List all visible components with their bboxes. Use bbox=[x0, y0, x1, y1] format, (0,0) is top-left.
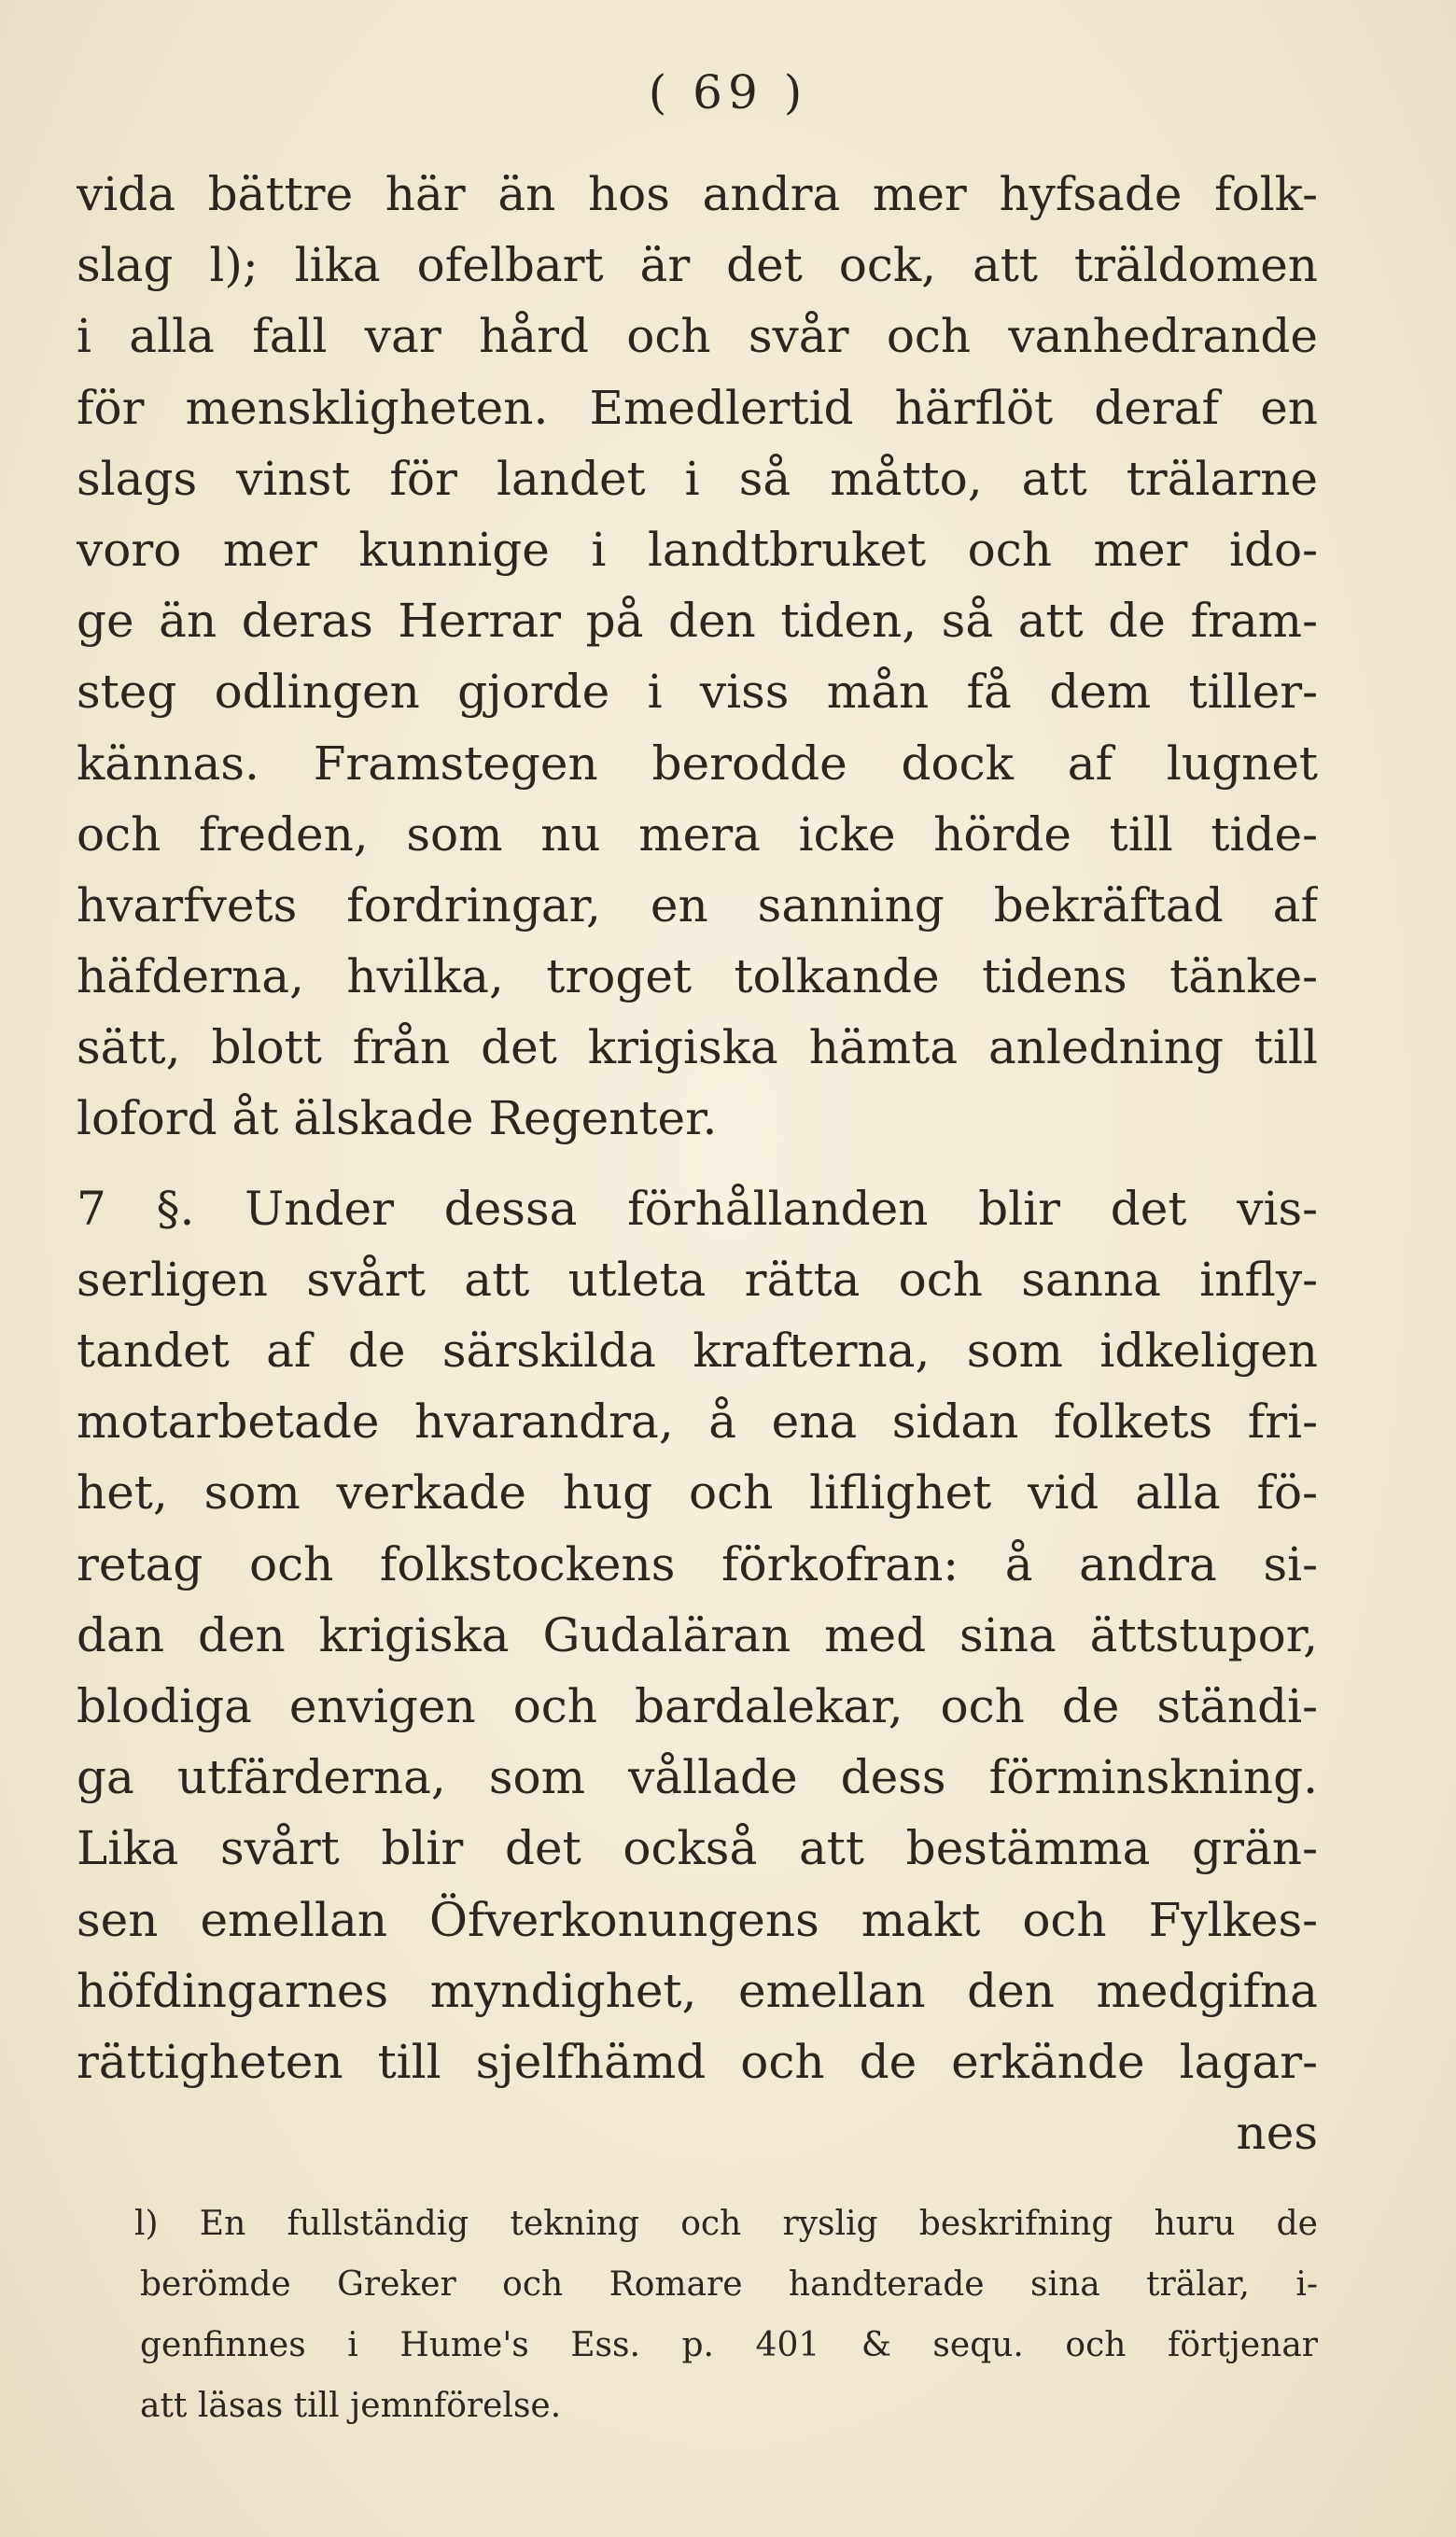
text-line: ge än deras Herrar på den tiden, så att de fram- bbox=[77, 594, 1318, 649]
text-line: kännas. Framstegen berodde dock af lugnet bbox=[77, 736, 1318, 791]
text-line: dan den krigiska Gudaläran med sina ättstupor, bbox=[77, 1607, 1318, 1662]
text-line: rättigheten till sjelfhämd och de erkände lagar- bbox=[77, 2034, 1318, 2089]
text-line: steg odlingen gjorde i viss mån få dem tiller- bbox=[77, 665, 1318, 720]
text-line: ga utfärderna, som vållade dess förminskning. bbox=[77, 1750, 1318, 1805]
text-line: slags vinst för landet i så måtto, att trälarne bbox=[77, 451, 1318, 506]
text-line: motarbetade hvarandra, å ena sidan folkets fri- bbox=[77, 1395, 1318, 1450]
page-number-header: ( 69 ) bbox=[648, 65, 808, 119]
text-line: höfdingarnes myndighet, emellan den medgifna bbox=[77, 1963, 1318, 2018]
text-line: blodiga envigen och bardalekar, och de ständi- bbox=[77, 1678, 1318, 1733]
footnote-line: genfinnes i Hume's Ess. p. 401 & sequ. och förtjenar bbox=[140, 2326, 1318, 2364]
text-line: för menskligheten. Emedlertid härflöt deraf en bbox=[77, 380, 1318, 435]
text-line: loford åt älskade Regenter. bbox=[77, 1091, 718, 1146]
text-line: häfderna, hvilka, troget tolkande tidens tänke- bbox=[77, 949, 1318, 1004]
section-start-line: 7 §. Under dessa förhållanden blir det vis- bbox=[77, 1181, 1318, 1236]
main-text-block bbox=[77, 159, 1318, 2168]
text-line: hvarfvets fordringar, en sanning bekräftad af bbox=[77, 877, 1318, 932]
text-line: slag l); lika ofelbart är det ock, att träldomen bbox=[77, 238, 1318, 293]
text-line: i alla fall var hård och svår och vanhedrande bbox=[77, 309, 1318, 364]
text-line: retag och folkstockens förkofran: å andra si- bbox=[77, 1536, 1318, 1591]
text-line: och freden, som nu mera icke hörde till tide- bbox=[77, 806, 1318, 862]
text-line: tandet af de särskilda krafterna, som idkeligen bbox=[77, 1324, 1318, 1378]
text-line: sen emellan Öfverkonungens makt och Fylkes- bbox=[77, 1892, 1318, 1947]
text-line: voro mer kunnige i landtbruket och mer ido- bbox=[77, 522, 1318, 577]
catchword: nes bbox=[1236, 2106, 1318, 2161]
footnote-line: att läsas till jemnförelse. bbox=[140, 2387, 562, 2425]
footnote-line: berömde Greker och Romare handterade sina trälar, i- bbox=[140, 2265, 1318, 2304]
footnote-block bbox=[134, 2194, 1318, 2436]
text-line: het, som verkade hug och liflighet vid alla fö- bbox=[77, 1465, 1318, 1521]
paragraph-gap bbox=[77, 1155, 1318, 1173]
footnote-line: l) En fullständig tekning och ryslig beskrifning huru de bbox=[134, 2205, 1318, 2243]
text-line: serligen svårt att utleta rätta och sanna infly- bbox=[77, 1252, 1318, 1307]
text-line: Lika svårt blir det också att bestämma grän- bbox=[77, 1821, 1318, 1876]
text-line: sätt, blott från det krigiska hämta anledning till bbox=[77, 1020, 1318, 1075]
text-line: vida bättre här än hos andra mer hyfsade folk- bbox=[77, 167, 1318, 221]
